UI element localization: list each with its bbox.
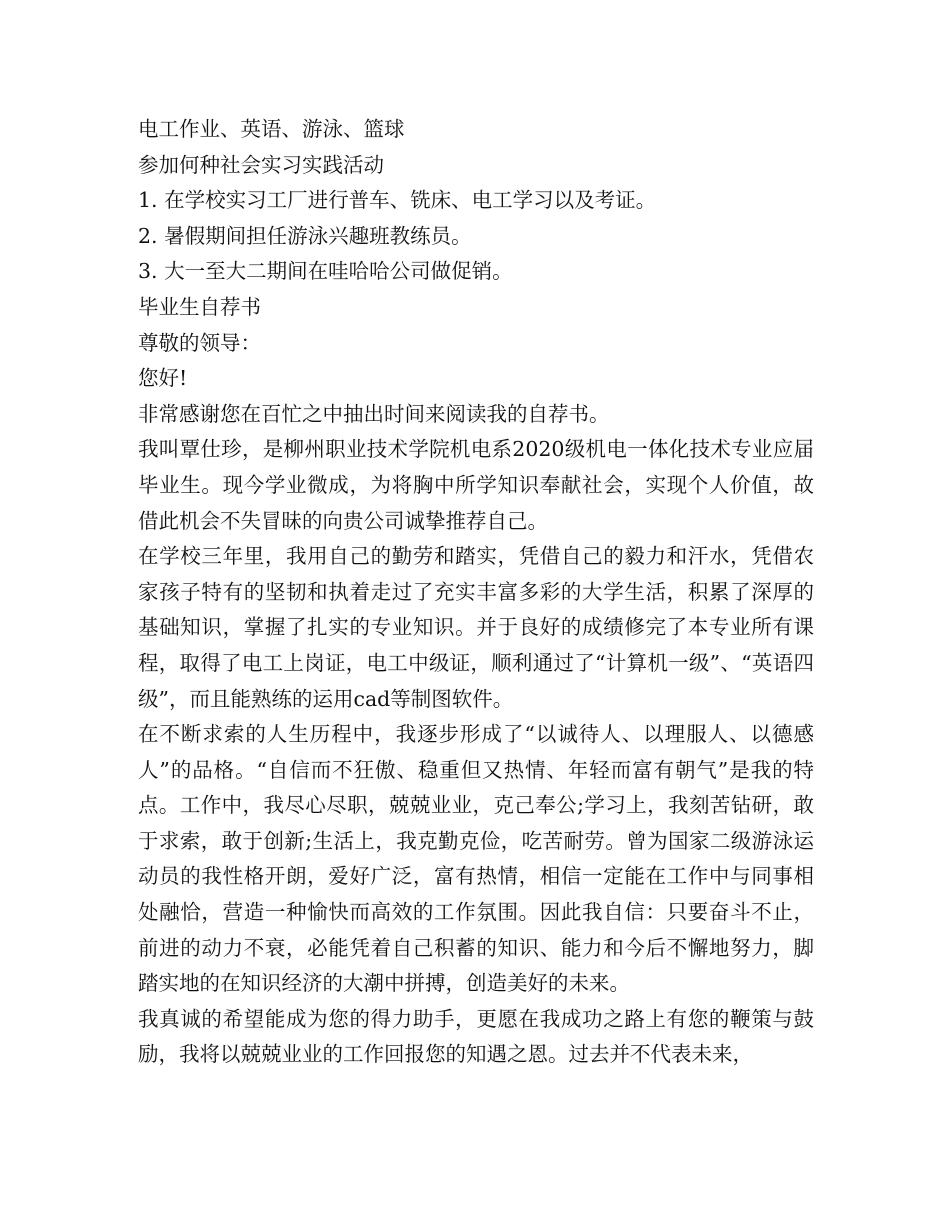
letter-salutation: 尊敬的领导：	[138, 330, 261, 355]
paragraph-study: 在学校三年里，我用自己的勤劳和踏实，凭借自己的毅力和汗水，凭借农家孩子特有的坚韧和执着走过了充实丰富多彩的大学生活，积累了深厚的基础知识，掌握了扎实的专业知识。并于良好的成绩修完了本专业所有课程，取得了电工上岗证，电工中级证，顺利通过了“计算机一级”、“英语四级”，而且能熟练的运用cad等制图软件。	[138, 544, 814, 711]
letter-greeting: 您好!	[138, 366, 188, 391]
practice-item-2: 2. 暑假期间担任游泳兴趣班教练员。	[138, 223, 472, 248]
paragraph-character: 在不断求索的人生历程中，我逐步形成了“以诚待人、以理服人、以德感人”的品格。“自信而不狂傲、稳重但又热情、年轻而富有朝气”是我的特点。工作中，我尽心尽职，兢兢业业，克己奉公;学习上，我刻苦钻研，敢于求索，敢于创新;生活上，我克勤克俭，吃苦耐劳。曾为国家二级游泳运动员的我性格开朗，爱好广泛，富有热情，相信一定能在工作中与同事相处融恰，营造一种愉快而高效的工作氛围。因此我自信：只要奋斗不止，前进的动力不衰，必能凭着自己积蓄的知识、能力和今后不懈地努力，脚踏实地的在知识经济的大潮中拼搏，创造美好的未来。	[138, 722, 814, 996]
hobbies-line: 电工作业、英语、游泳、篮球	[138, 117, 405, 141]
letter-title: 毕业生自荐书	[138, 294, 261, 319]
letter-thanks: 非常感谢您在百忙之中抽出时间来阅读我的自荐书。	[138, 401, 610, 426]
practice-item-1: 1. 在学校实习工厂进行普车、铣床、电工学习以及考证。	[138, 188, 657, 213]
practice-heading: 参加何种社会实习实践活动	[138, 152, 384, 177]
paragraph-introduction: 我叫覃仕珍，是柳州职业技术学院机电系2020级机电一体化技术专业应届毕业生。现今学业微成，为将胸中所学知识奉献社会，实现个人价值，故借此机会不失冒昧的向贵公司诚挚推荐自己。	[138, 437, 814, 533]
document-page	[138, 112, 814, 1073]
paragraph-closing: 我真诚的希望能成为您的得力助手，更愿在我成功之路上有您的鞭策与鼓励，我将以兢兢业业的工作回报您的知遇之恩。过去并不代表未来，	[138, 1006, 814, 1067]
practice-item-3: 3. 大一至大二期间在哇哈哈公司做促销。	[138, 259, 513, 284]
